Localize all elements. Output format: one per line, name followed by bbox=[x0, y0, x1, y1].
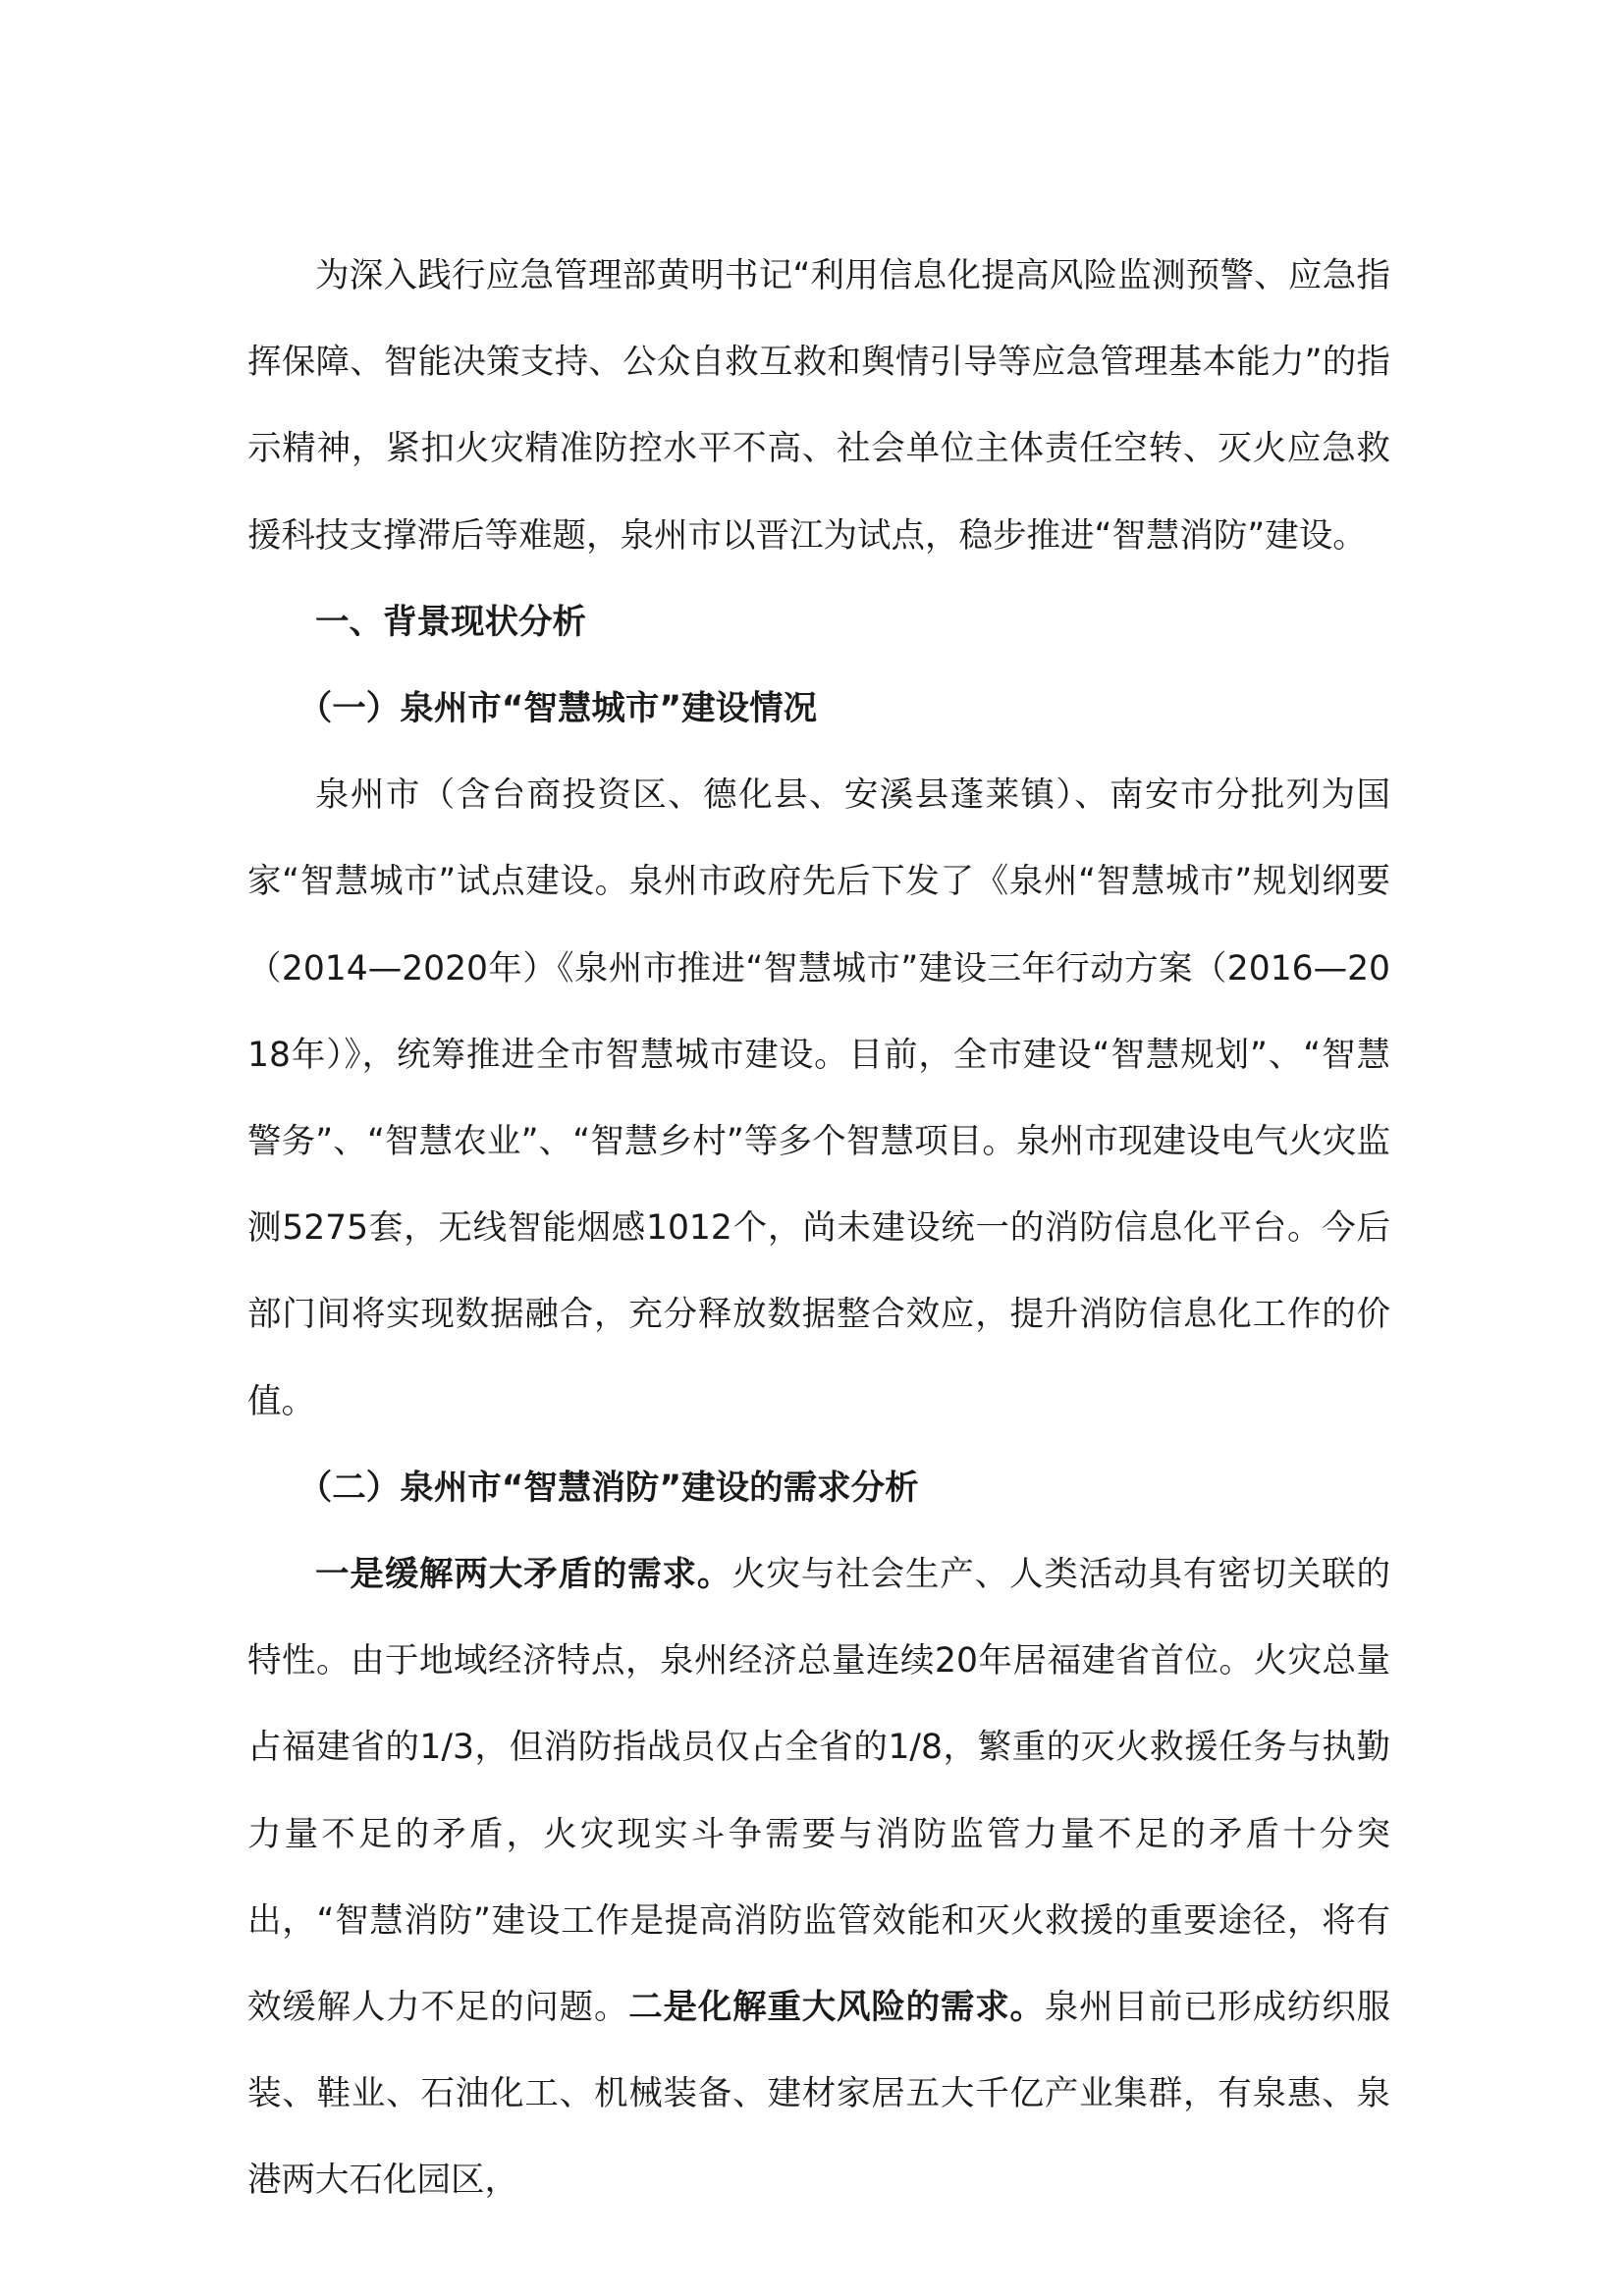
demand-text-one: 火灾与社会生产、人类活动具有密切关联的特性。由于地域经济特点，泉州经济总量连续20年居福建省首位。火灾总量占福建省的1/3，但消防指战员仅占全省的1/8，繁重的灭火救援任务与执勤力量不足的矛盾，火灾现实斗争需要与消防监管力量不足的矛盾十分突出，“智慧消防”建设工作是提高消防监管效能和灭火救援的重要途径，将有效缓解人力不足的问题。 bbox=[247, 1555, 1391, 2028]
lead-phrase-one: 一是缓解两大矛盾的需求。 bbox=[315, 1555, 732, 1595]
section-heading-background: 一、背景现状分析 bbox=[315, 602, 586, 642]
smart-city-paragraph: 泉州市（含台商投资区、德化县、安溪县蓬莱镇）、南安市分批列为国家“智慧城市”试点建设。泉州市政府先后下发了《泉州“智慧城市”规划纲要（2014—2020年）《泉州市推进“智慧城市”建设三年行动方案（2016—2018年）》，统筹推进全市智慧城市建设。目前，全市建设“智慧规划”、“智慧警务”、“智慧农业”、“智慧乡村”等多个智慧项目。泉州市现建设电气火灾监测5275套，无线智能烟感1012个，尚未建设统一的消防信息化平台。今后部门间将实现数据融合，充分释放数据整合效应，提升消防信息化工作的价值。 bbox=[247, 775, 1390, 1421]
demand-paragraph bbox=[247, 1531, 1390, 2224]
demand-text-two: 泉州目前已形成纺织服装、鞋业、石油化工、机械装备、建材家居五大千亿产业集群，有泉惠、泉港两大石化园区， bbox=[247, 1988, 1390, 2201]
subsection-heading-smart-city: （一）泉州市“智慧城市”建设情况 bbox=[298, 689, 818, 729]
lead-phrase-two: 二是化解重大风险的需求。 bbox=[628, 1988, 1045, 2028]
intro-paragraph: 为深入践行应急管理部黄明书记“利用信息化提高风险监测预警、应急指挥保障、智能决策支持、公众自救互救和舆情引导等应急管理基本能力”的指示精神，紧扣火灾精准防控水平不高、社会单位主体责任空转、灭火应急救援科技支撑滞后等难题，泉州市以晋江为试点，稳步推进“智慧消防”建设。 bbox=[247, 256, 1390, 556]
subsection-heading-smart-fire-demand: （二）泉州市“智慧消防”建设的需求分析 bbox=[298, 1468, 919, 1508]
